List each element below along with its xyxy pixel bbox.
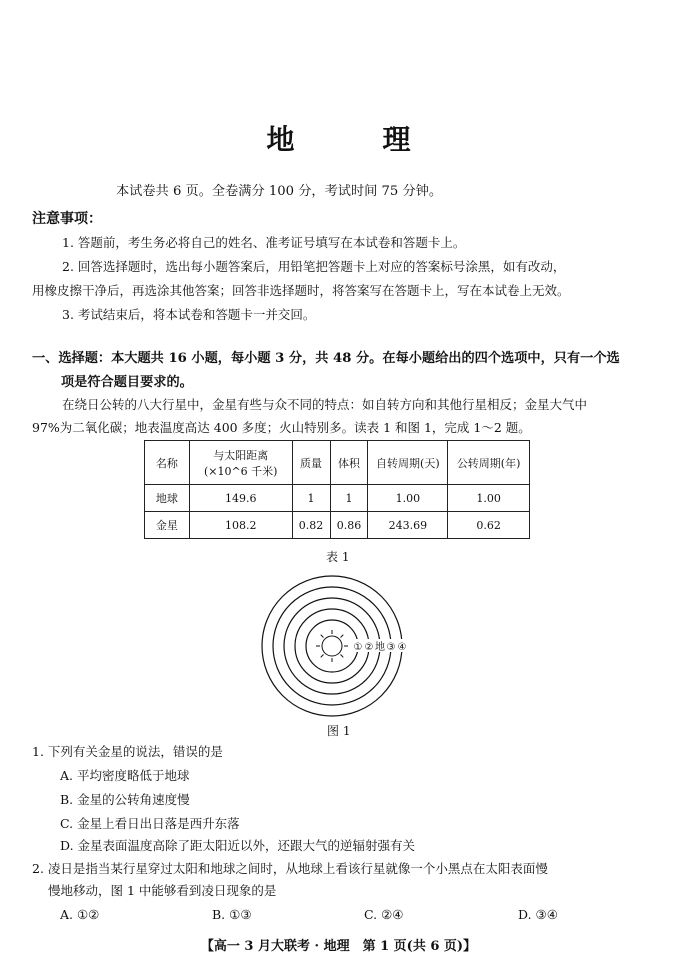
section-heading-cont: 项是符合题目要求的。 (61, 375, 193, 390)
header-volume: 体积 (330, 441, 368, 485)
header-distance (189, 441, 292, 485)
label-1: ① (353, 642, 363, 653)
table-cell: 1.00 (368, 485, 448, 512)
table-cell: 0.86 (330, 512, 368, 539)
label-3: ③ (386, 642, 396, 653)
figure-caption: 图 1 (327, 724, 351, 738)
label-earth: 地 (375, 642, 385, 653)
notice-item-2-cont: 用橡皮擦干净后，再选涂其他答案；回答非选择题时，将答案写在答题卡上，写在本试卷上无效。 (32, 283, 570, 298)
table-cell: 0.62 (448, 512, 530, 539)
header-rotation: 自转周期(天) (368, 441, 448, 485)
header-mass: 质量 (292, 441, 330, 485)
question-1-stem: 1. 下列有关金星的说法，错误的是 (32, 744, 223, 759)
table-cell: 0.82 (292, 512, 330, 539)
question-1-option-a: A. 平均密度略低于地球 (60, 768, 190, 783)
question-2-option-d: D. ③④ (518, 907, 558, 922)
table-cell: 1.00 (448, 485, 530, 512)
header-distance-line2: (×10^6 千米) (203, 464, 278, 478)
table-header-row (145, 441, 530, 485)
table-cell: 108.2 (189, 512, 292, 539)
header-distance-line1: 与太阳距离 (213, 448, 269, 462)
sun-icon (316, 630, 348, 662)
notice-item-1: 1. 答题前，考生务必将自己的姓名、准考证号填写在本试卷和答题卡上。 (62, 235, 466, 250)
orbit-diagram (258, 572, 420, 720)
notice-heading: 注意事项： (32, 211, 102, 227)
question-2-option-a: A. ①② (60, 907, 100, 922)
question-1-option-b: B. 金星的公转角速度慢 (60, 792, 190, 807)
intro-text: 本试卷共 6 页。全卷满分 100 分，考试时间 75 分钟。 (116, 184, 443, 199)
table-cell: 1 (330, 485, 368, 512)
question-2-option-c: C. ②④ (364, 907, 404, 922)
table-row (145, 485, 530, 512)
question-2-stem-cont: 慢地移动，图 1 中能够看到凌日现象的是 (48, 883, 277, 898)
header-revolution: 公转周期(年) (448, 441, 530, 485)
header-name: 名称 (145, 441, 190, 485)
stem-line-1: 在绕日公转的八大行星中，金星有些与众不同的特点：如自转方向和其他行星相反；金星大气中 (62, 397, 588, 412)
planet-table (144, 440, 530, 539)
notice-item-2: 2. 回答选择题时，选出每小题答案后，用铅笔把答题卡上对应的答案标号涂黑，如有改动， (62, 259, 566, 274)
table-cell: 1 (292, 485, 330, 512)
question-2-stem: 2. 凌日是指当某行星穿过太阳和地球之间时，从地球上看该行星就像一个小黑点在太阳表面慢 (32, 861, 548, 876)
table-caption: 表 1 (326, 550, 350, 564)
label-4: ④ (397, 642, 407, 653)
table-cell: 地球 (145, 485, 190, 512)
page-title: 地 理 (266, 123, 441, 156)
page-footer: 【高一 3 月大联考 · 地理 第 1 页(共 6 页)】 (200, 939, 477, 954)
notice-item-3: 3. 考试结束后，将本试卷和答题卡一并交回。 (62, 307, 316, 322)
question-1-option-c: C. 金星上看日出日落是西升东落 (60, 816, 240, 831)
stem-line-2: 97%为二氧化碳；地表温度高达 400 多度；火山特别多。读表 1 和图 1，完成 1～2 题。 (32, 420, 531, 435)
table-cell: 149.6 (189, 485, 292, 512)
question-2-option-b: B. ①③ (212, 907, 252, 922)
table-cell: 金星 (145, 512, 190, 539)
label-2: ② (364, 642, 374, 653)
table-row (145, 512, 530, 539)
section-heading: 一、选择题：本大题共 16 小题，每小题 3 分，共 48 分。在每小题给出的四个选项中，只有一个选 (32, 351, 620, 366)
question-1-option-d: D. 金星表面温度高除了距太阳近以外，还跟大气的逆辐射强有关 (60, 838, 416, 853)
table-cell: 243.69 (368, 512, 448, 539)
